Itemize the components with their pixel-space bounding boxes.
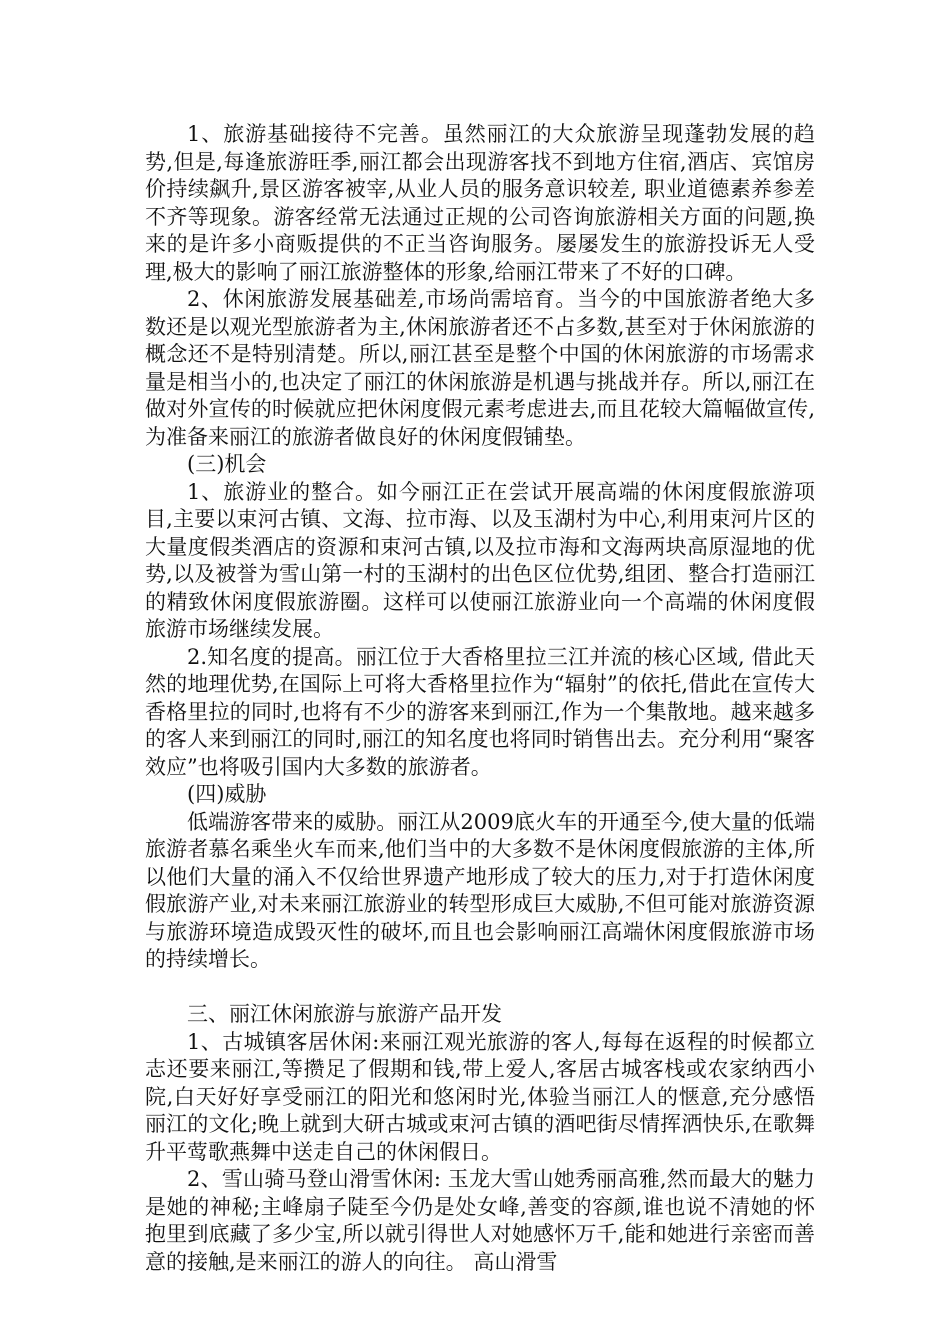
paragraph-reputation: 2.知名度的提高。丽江位于大香格里拉三江并流的核心区域, 借此天然的地理优势,在国际上可将大香格里拉作为“辐射”的依托,借此在宣传大香格里拉的同时,也将有不少的游客来到丽江,作为一个集散地。越来越多的客人来到丽江的同时,丽江的知名度也将同时销售出去。充分利用“聚客效应”也将吸引国内大多数的旅游者。 bbox=[145, 644, 815, 779]
heading-section-three: 三、丽江休闲旅游与旅游产品开发 bbox=[187, 1002, 502, 1026]
paragraph-old-town-stay: 1、古城镇客居休闲:来丽江观光旅游的客人,每每在返程的时候都立志还要来丽江,等攒足了假期和钱,带上爱人,客居古城客栈或农家纳西小院,白天好好享受丽江的阳光和悠闲时光,体验当丽江人的惬意,充分感悟丽江的文化;晚上就到大研古城或束河古镇的酒吧街尽情挥洒快乐,在歌舞升平莺歌燕舞中送走自己的休闲假日。 bbox=[145, 1029, 815, 1164]
paragraph-industry-integration: 1、旅游业的整合。如今丽江正在尝试开展高端的休闲度假旅游项目,主要以束河古镇、文海、拉市海、以及玉湖村为中心,利用束河片区的大量度假类酒店的资源和束河古镇,以及拉市海和文海两块高原湿地的优势,以及被誉为雪山第一村的玉湖村的出色区位优势,组团、整合打造丽江的精致休闲度假旅游圈。这样可以使丽江旅游业向一个高端的休闲度假旅游市场继续发展。 bbox=[145, 479, 815, 641]
blank-line bbox=[145, 974, 815, 1002]
paragraph-leisure-foundation: 2、休闲旅游发展基础差,市场尚需培育。当今的中国旅游者绝大多数还是以观光型旅游者为主,休闲旅游者还不占多数,甚至对于休闲旅游的概念还不是特别清楚。所以,丽江甚至是整个中国的休闲旅游的市场需求量是相当小的,也决定了丽江的休闲旅游是机遇与挑战并存。所以,丽江在做对外宣传的时候就应把休闲度假元素考虑进去,而且花较大篇幅做宣传,为准备来丽江的旅游者做良好的休闲度假铺垫。 bbox=[145, 287, 815, 449]
paragraph-low-end-tourists: 低端游客带来的威胁。丽江从2009底火车的开通至今,使大量的低端旅游者慕名乘坐火车而来,他们当中的大多数不是休闲度假旅游的主体,所以他们大量的涌入不仅给世界遗产地形成了较大的压力,对于打造休闲度假旅游产业,对未来丽江旅游业的转型形成巨大威胁,不但可能对旅游资源与旅游环境造成毁灭性的破坏,而且也会影响丽江高端休闲度假旅游市场的持续增长。 bbox=[145, 809, 815, 971]
paragraph-infrastructure: 1、旅游基础接待不完善。虽然丽江的大众旅游呈现蓬勃发展的趋势,但是,每逢旅游旺季,丽江都会出现游客找不到地方住宿,酒店、宾馆房价持续飙升,景区游客被宰,从业人员的服务意识较差, 职业道德素养参差不齐等现象。游客经常无法通过正规的公司咨询旅游相关方面的问题,换来的是许多小商贩提供的不正当咨询服务。屡屡发生的旅游投诉无人受理,极大的影响了丽江旅游整体的形象,给丽江带来了不好的口碑。 bbox=[145, 122, 815, 284]
document-body bbox=[145, 121, 815, 1276]
heading-threats: (四)威胁 bbox=[187, 782, 267, 806]
paragraph-snow-mountain: 2、雪山骑马登山滑雪休闲: 玉龙大雪山她秀丽高雅,然而最大的魅力是她的神秘;主峰扇子陡至今仍是处女峰,善变的容颜,谁也说不清她的怀抱里到底藏了多少宝,所以就引得世人对她感怀万千,能和她进行亲密而善意的接触,是来丽江的游人的向往。 高山滑雪 bbox=[145, 1167, 815, 1274]
heading-opportunities: (三)机会 bbox=[187, 452, 267, 476]
